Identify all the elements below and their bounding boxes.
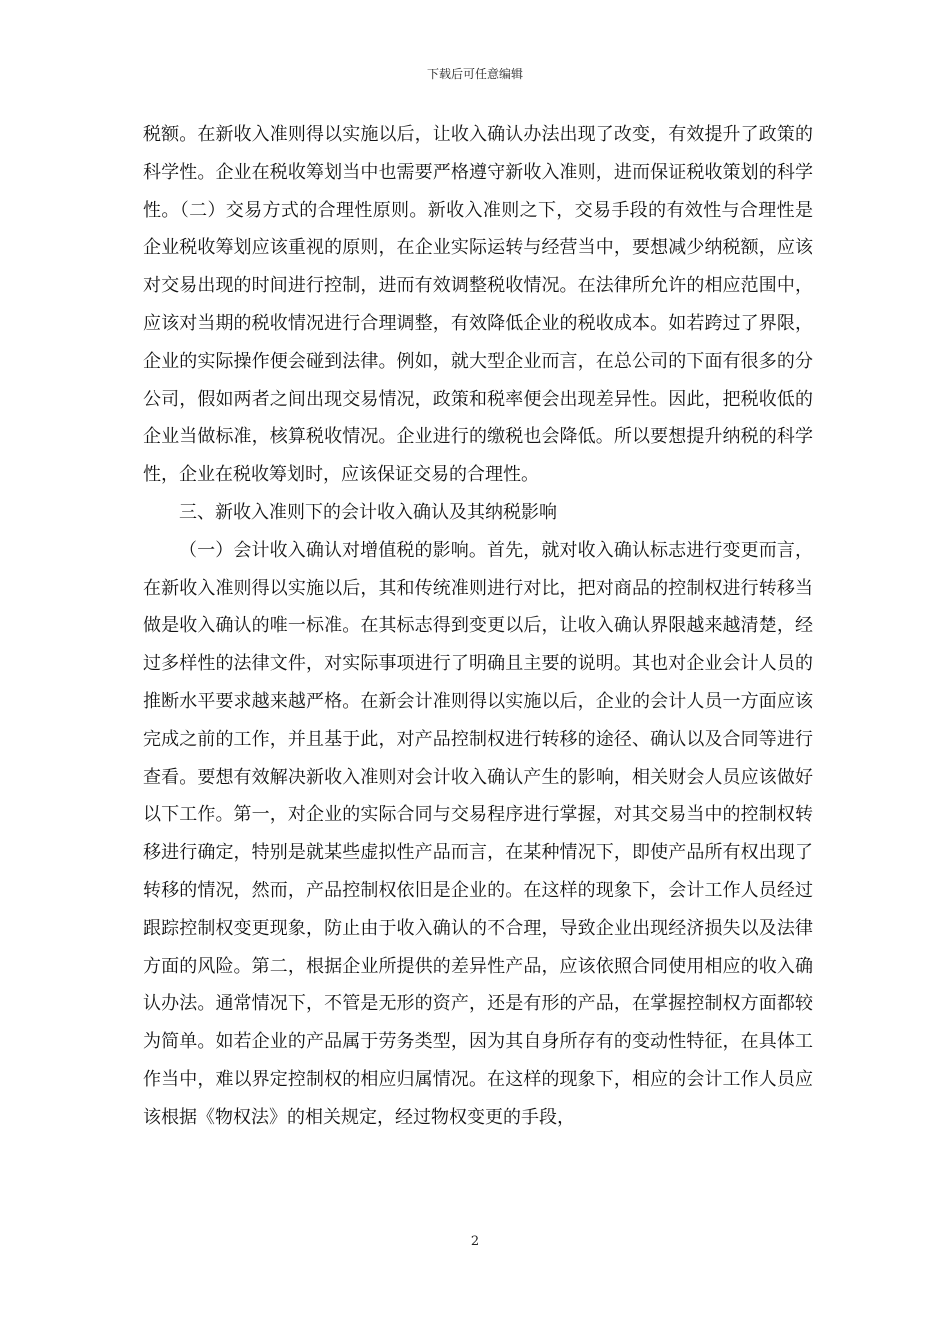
section-heading: 三、新收入准则下的会计收入确认及其纳税影响 — [179, 501, 557, 523]
document-body — [143, 116, 813, 1137]
paragraph-3: （一）会计收入确认对增值税的影响。首先，就对收入确认标志进行变更而言，在新收入准则得以实施以后，其和传统准则进行对比，把对商品的控制权进行转移当做是收入确认的唯一标准。在其标志得到变更以后，让收入确认界限越来越清楚，经过多样性的法律文件，对实际事项进行了明确且主要的说明。其也对企业会计人员的推断水平要求越来越严格。在新会计准则得以实施以后，企业的会计人员一方面应该完成之前的工作，并且基于此，对产品控制权进行转移的途径、确认以及合同等进行查看。要想有效解决新收入准则对会计收入确认产生的影响，相关财会人员应该做好以下工作。第一，对企业的实际合同与交易程序进行掌握，对其交易当中的控制权转移进行确定，特别是就某些虚拟性产品而言，在某种情况下，即使产品所有权出现了转移的情况，然而，产品控制权依旧是企业的。在这样的现象下，会计工作人员经过跟踪控制权变更现象，防止由于收入确认的不合理，导致企业出现经济损失以及法律方面的风险。第二，根据企业所提供的差异性产品，应该依照合同使用相应的收入确认办法。通常情况下，不管是无形的资产，还是有形的产品，在掌握控制权方面都较为简单。如若企业的产品属于劳务类型，因为其自身所存有的变动性特征，在具体工作当中，难以界定控制权的相应归属情况。在这样的现象下，相应的会计工作人员应该根据《物权法》的相关规定，经过物权变更的手段， — [143, 539, 813, 1128]
paragraph-1: 税额。在新收入准则得以实施以后，让收入确认办法出现了改变，有效提升了政策的科学性。企业在税收筹划当中也需要严格遵守新收入准则，进而保证税收策划的科学性。（二）交易方式的合理性原则。新收入准则之下，交易手段的有效性与合理性是企业税收筹划应该重视的原则，在企业实际运转与经营当中，要想减少纳税额，应该对交易出现的时间进行控制，进而有效调整税收情况。在法律所允许的相应范围中，应该对当期的税收情况进行合理调整，有效降低企业的税收成本。如若跨过了界限，企业的实际操作便会碰到法律。例如，就大型企业而言，在总公司的下面有很多的分公司，假如两者之间出现交易情况，政策和税率便会出现差异性。因此，把税收低的企业当做标准，核算税收情况。企业进行的缴税也会降低。所以要想提升纳税的科学性，企业在税收筹划时，应该保证交易的合理性。 — [143, 124, 813, 486]
page-header: 下载后可任意编辑 — [426, 67, 523, 81]
page-number: 2 — [470, 1234, 480, 1249]
